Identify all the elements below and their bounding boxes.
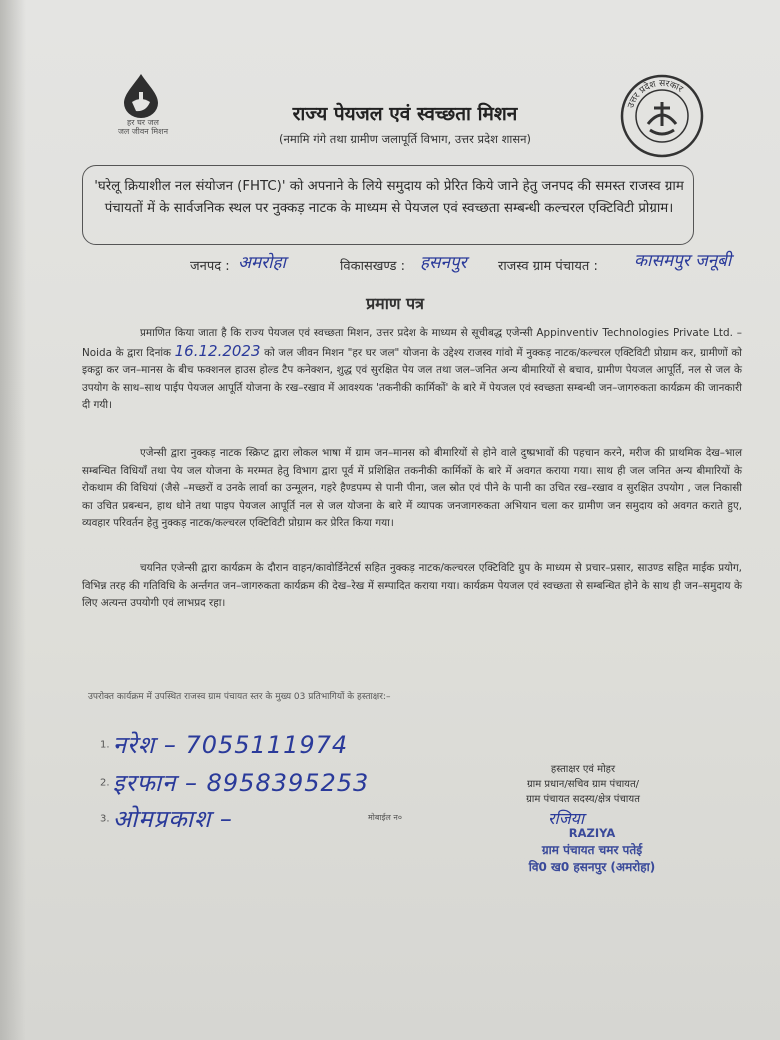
block-label: विकासखण्ड :	[340, 259, 406, 274]
signatory-line-1: हस्ताक्षर एवं मोहर	[550, 764, 616, 775]
signatory-line-3: ग्राम पंचायत सदस्य/क्षेत्र पंचायत	[526, 794, 640, 805]
district-label: जनपद :	[190, 259, 230, 274]
har-ghar-jal-logo	[108, 72, 178, 136]
program-description: 'घरेलू क्रियाशील नल संयोजन (FHTC)' को अपनाने के लिये समुदाय को प्रेरित किये जाने हेतु जनपद की समस्त राजस्व ग्राम पंचायतों में के सार्वजनिक स्थल पर नुक्कड़ नाटक के माध्यम से पेयजल एवं स्वच्छता सम्बन्धी कल्चरल एक्टिविटी प्रोग्राम।	[94, 179, 684, 216]
village-value: कासमपुर जनूबी	[634, 251, 732, 271]
district-value: अमरोहा	[238, 253, 286, 273]
logo-caption-1: हर घर जल	[127, 118, 159, 127]
participants-intro: उपरोक्त कार्यक्रम में उपस्थित राजस्व ग्राम पंचायत स्तर के मुख्य 03 प्रतिभागियों के हस्ताक्षर:–	[88, 692, 391, 702]
emblem-text: उत्तर प्रदेश सरकार	[626, 78, 685, 110]
pradhan-signature: रजिया	[548, 809, 584, 828]
paragraph-2: एजेन्सी द्वारा नुक्कड़ नाटक स्क्रिप्ट द्वारा लोकल भाषा में ग्राम जन–मानस को बीमारियों से होने वाले दुष्प्रभावों की पहचान करने, मरीज की प्राथमिक देख–भाल सम्बन्धित विधियाँ तथा पेय जल योजना के मरम्मत हेतु विभाग द्वारा पूर्व में प्रशिक्षित तकनीकी कार्मिकों के बारे में अवगत कराया गया। साथ ही जल जनित अन्य बीमारियों के रोकथाम की विधियां (जैसे –मच्छरों व उनके लार्वा का उन्मूलन, गहरे हैण्डपम्प से पानी पीना, जल स्रोत एवं पीने के पानी का उचित रख–रखाव व सुरक्षित उपयोग , जल निकासी का उचित प्रबन्धन, हाथ धोने तथा पाइप पेयजल आपूर्ति नल से जल योजना के बारे में व्यापक जनजागरुकता अभियान चला कर ग्रामीण जन समुदाय को अवगत कराते हुए, व्यवहार परिवर्तन हेतु नुक्कड़ नाटक/कल्चरल एक्टिविटी प्रोग्राम कर प्रेरित किया गया।	[82, 447, 742, 530]
program-date: 16.12.2023	[174, 341, 261, 360]
participant-row-2: 2. इरफान – 8958395253	[100, 769, 370, 797]
stamp-line-2: वि0 ख0 हसनपुर (अमरोहा)	[528, 860, 656, 874]
participant-2-entry: इरफान – 8958395253	[112, 769, 370, 797]
logo-caption-2: जल जीवन मिशन	[117, 127, 169, 136]
mission-title: राज्य पेयजल एवं स्वच्छता मिशन	[292, 103, 518, 125]
mission-subtitle: (नमामि गंगे तथा ग्रामीण जलापूर्ति विभाग, उत्तर प्रदेश शासन)	[278, 132, 532, 146]
water-drop-icon	[118, 72, 164, 118]
up-government-emblem	[618, 72, 706, 160]
block-value: हसनपुर	[420, 253, 467, 273]
mobile-label: मोबाईल न०	[368, 813, 402, 822]
official-stamp	[512, 825, 672, 876]
stamp-line-1: ग्राम पंचायत चमर पतेई	[541, 843, 643, 857]
stamp-name: RAZIYA	[568, 826, 616, 840]
participant-row-3: 3. ओमप्रकाश –	[100, 805, 233, 833]
paragraph-1: प्रमाणित किया जाता है कि राज्य पेयजल एवं स्वच्छता मिशन, उत्तर प्रदेश के माध्यम से सूचीबद्ध एजेन्सी Appinventiv Technologies Private Ltd. – Noida के द्वारा दिनांक 16.12.2023 को जल जीवन मिशन "हर घर जल" योजना के उद्देश्य राजस्व गांवो में नुक्कड़ नाटक/कल्चरल एक्टिविटी प्रोग्राम कर, ग्रामीणों को इकट्ठा कर जन–मानस के बीच फक्शनल हाउस होल्ड टैप कनेक्शन, शुद्ध एवं सुरक्षित पेय जल तथा जल–जनित अन्य बीमारियों से बचाव, ग्रामीण पेयजल आपूर्ति, नल से जल के उपयोग के साथ–साथ पाईप पेयजल आपूर्ति योजना के रख–रखाव में आवश्यक 'तकनीकी कार्मिकों' के बारे में पेयजल एवं स्वच्छता सम्बन्धी जन–जागरुकता कार्यक्रम की जानकारी दी गयी।	[82, 327, 742, 412]
participant-row-1: 1. नरेश – 7055111974	[100, 731, 349, 759]
signatory-block	[498, 762, 668, 807]
participant-1-entry: नरेश – 7055111974	[112, 731, 349, 759]
participant-3-entry: ओमप्रकाश –	[112, 805, 233, 833]
signatory-line-2: ग्राम प्रधान/सचिव ग्राम पंचायत/	[526, 779, 640, 790]
paragraph-3: चयनित एजेन्सी द्वारा कार्यक्रम के दौरान वाहन/कावोर्डिनेटर्स सहित नुक्कड़ नाटक/कल्चरल एक्टिविटि ग्रुप के माध्यम से प्रचार–प्रसार, साउण्ड सहित माईक प्रयोग, विभिन्न तरह की गतिविधि के अर्न्तगत जन–जागरुकता कार्यक्रम की देख–रेख में सम्पादित कराया गया। कार्यक्रम पेयजल एवं स्वच्छता से सम्बन्धित होने के साथ ही जन–समुदाय के लिए अत्यन्त उपयोगी एवं लाभप्रद रहा।	[82, 562, 742, 610]
village-label: राजस्व ग्राम पंचायत :	[498, 259, 598, 274]
certificate-title: प्रमाण पत्र	[366, 294, 424, 313]
